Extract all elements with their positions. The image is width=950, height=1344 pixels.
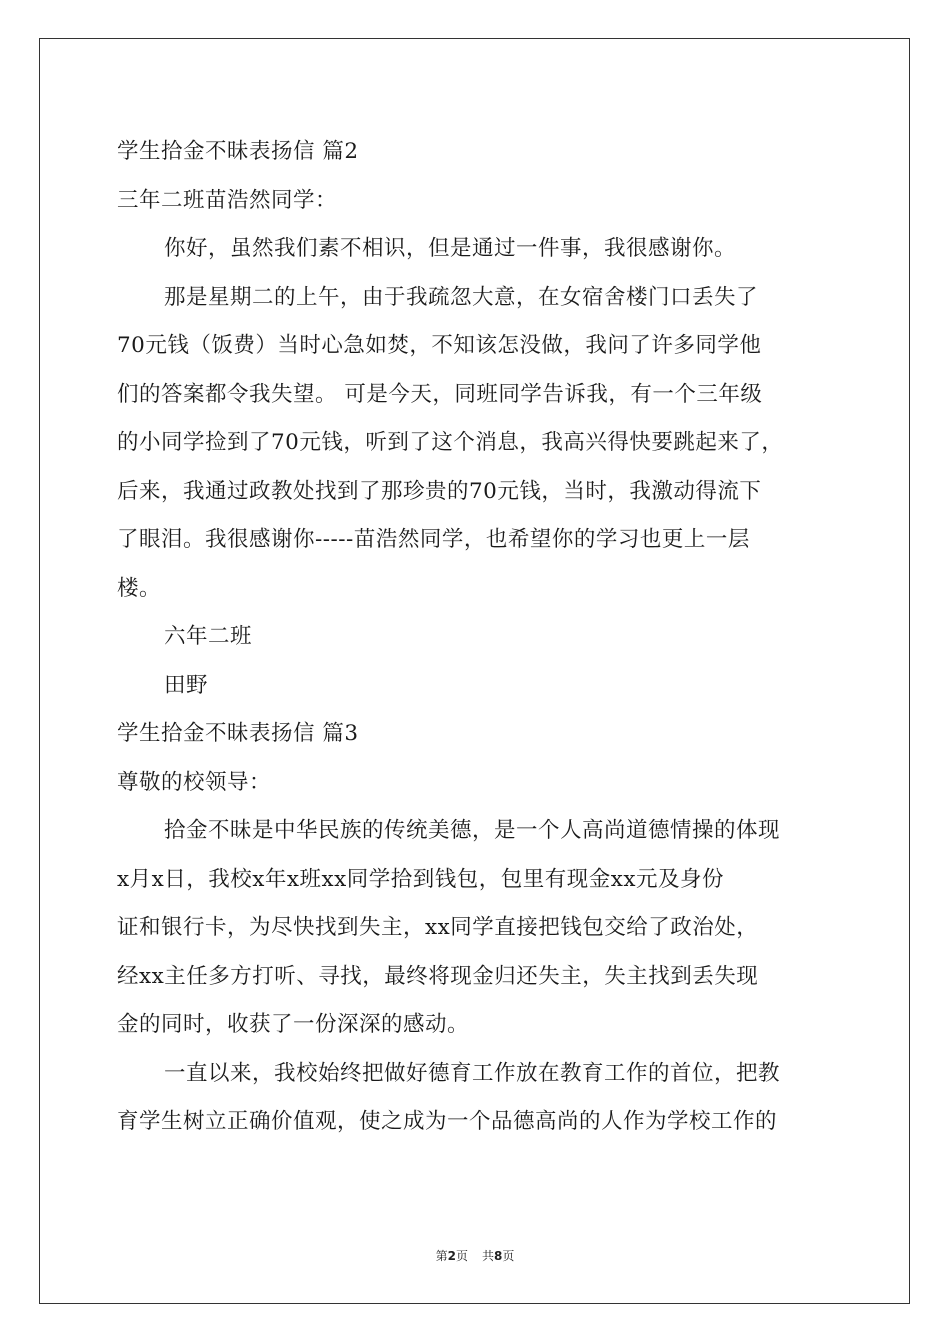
paragraph-line: 拾金不昧是中华民族的传统美德，是一个人高尚道德情操的体现 [164, 818, 781, 843]
page-prefix: 第 [435, 1249, 448, 1263]
document-body [117, 128, 857, 1147]
heading-letter-2: 学生拾金不昧表扬信 篇2 [117, 139, 359, 164]
paragraph-line: 金的同时，收获了一份深深的感动。 [117, 1012, 470, 1037]
paragraph-line: 一直以来，我校始终把做好德育工作放在教育工作的首位，把教 [164, 1060, 781, 1086]
total-prefix: 共 [482, 1249, 495, 1263]
paragraph-line: 经xx主任多方打听、寻找，最终将现金归还失主，失主找到丢失现 [117, 963, 759, 989]
page-number: 2 [447, 1249, 456, 1263]
heading-letter-3: 学生拾金不昧表扬信 篇3 [117, 721, 359, 746]
paragraph-line: 了眼泪。我很感谢你-----苗浩然同学，也希望你的学习也更上一层 [117, 527, 750, 552]
paragraph-line: 你好，虽然我们素不相识，但是通过一件事，我很感谢你。 [164, 236, 737, 261]
paragraph-line: 们的答案都令我失望。 可是今天，同班同学告诉我，有一个三年级 [117, 381, 763, 407]
paragraph-line: 证和银行卡，为尽快找到失主，xx同学直接把钱包交给了政治处， [117, 915, 759, 940]
salutation: 三年二班苗浩然同学： [117, 187, 338, 213]
paragraph-line: 后来，我通过政教处找到了那珍贵的70元钱，当时，我激动得流下 [117, 478, 762, 504]
paragraph-line: 育学生树立正确价值观，使之成为一个品德高尚的人作为学校工作的 [117, 1109, 778, 1134]
signature-class: 六年二班 [164, 624, 253, 649]
total-suffix: 页 [502, 1249, 515, 1263]
paragraph-line: x月x日，我校x年x班xx同学拾到钱包，包里有现金xx元及身份 [117, 866, 725, 892]
page-footer [0, 1247, 950, 1264]
paragraph-line: 楼。 [117, 575, 162, 601]
salutation: 尊敬的校领导： [117, 769, 272, 795]
paragraph-line: 的小同学捡到了70元钱，听到了这个消息，我高兴得快要跳起来了， [117, 430, 784, 455]
total-pages: 8 [494, 1249, 503, 1263]
paragraph-line: 那是星期二的上午，由于我疏忽大意，在女宿舍楼门口丢失了 [164, 284, 759, 310]
page-suffix: 页 [455, 1249, 468, 1263]
signature-name: 田野 [164, 672, 209, 698]
paragraph-line: 70元钱（饭费）当时心急如焚，不知该怎没做，我问了许多同学他 [117, 333, 762, 358]
